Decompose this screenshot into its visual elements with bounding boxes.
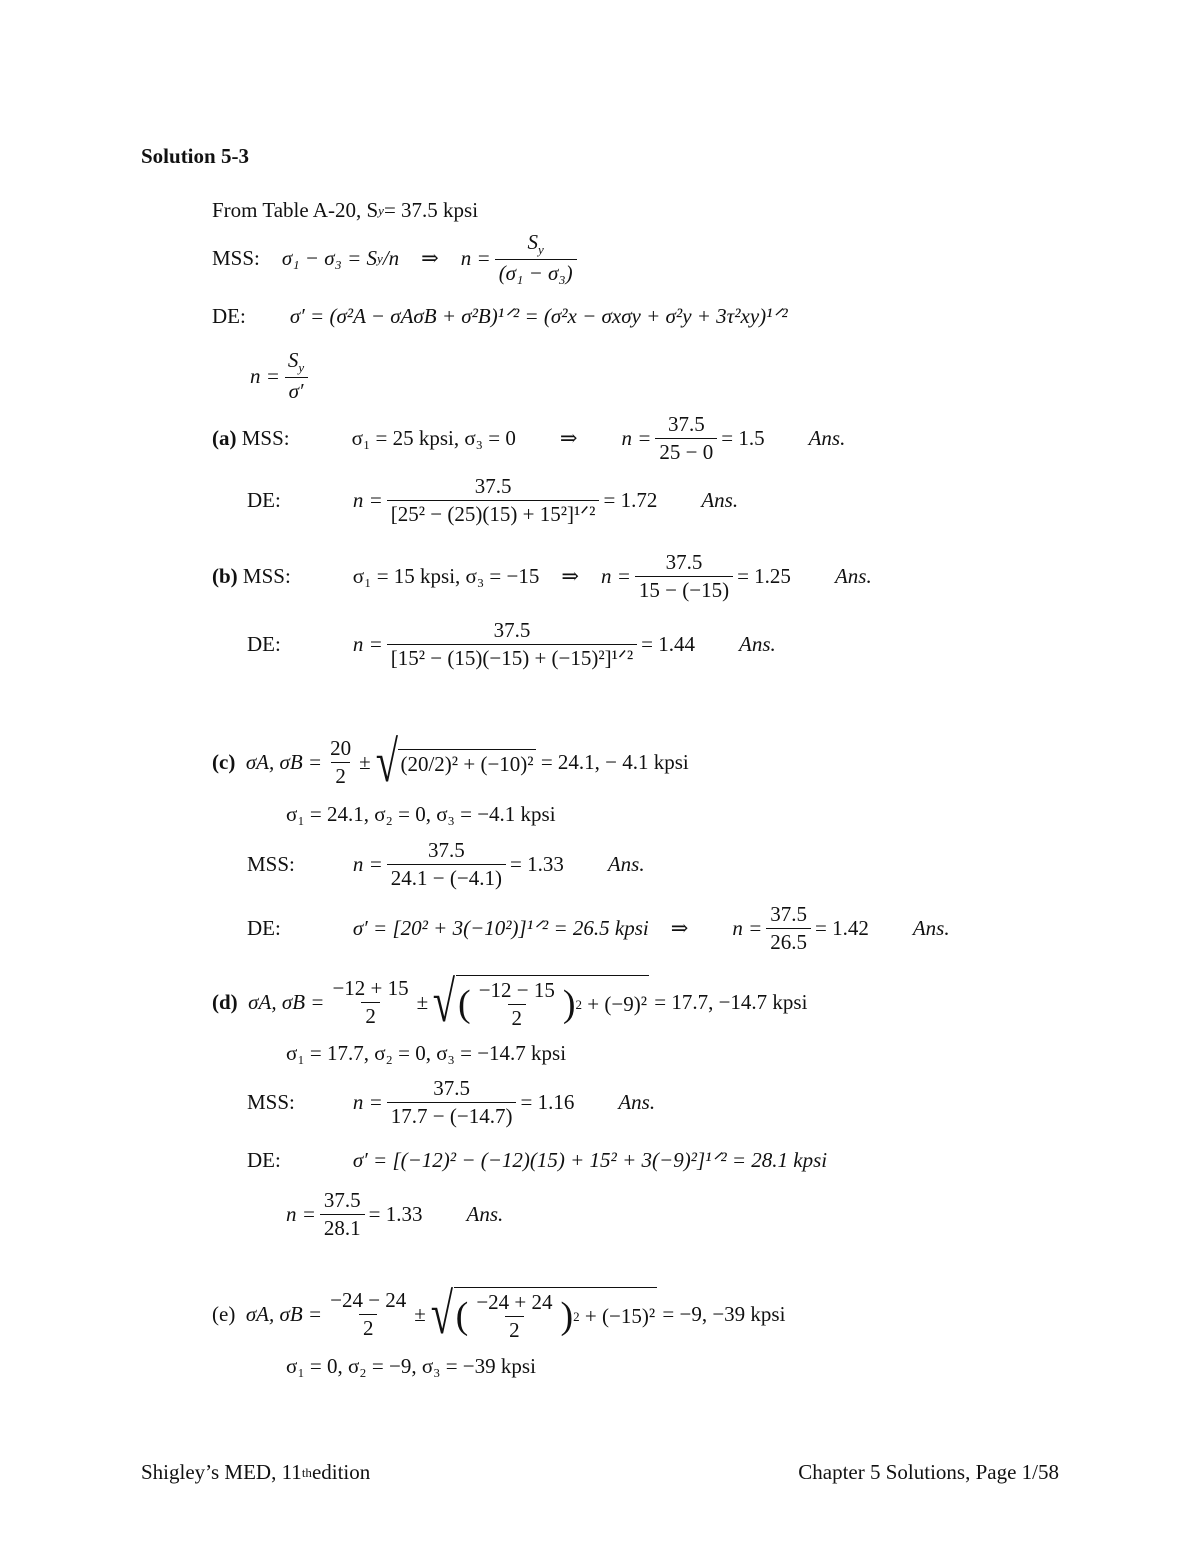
part-c-de-num: 37.5 bbox=[770, 901, 807, 926]
part-d-principals: σ₁ = 17.7, σ₂ = 0, σ₃ = −14.7 kpsi bbox=[286, 1041, 567, 1065]
part-a-n-equals: n = bbox=[621, 425, 652, 450]
n-equals: n = bbox=[460, 245, 491, 270]
part-e-root-body: ( $\frac{-24 + 24}{2}$ ) 2 + (−15)² bbox=[454, 1287, 657, 1341]
part-c-center-fraction bbox=[326, 735, 355, 788]
part-b-mss-den: 15 − (−15) bbox=[635, 576, 733, 601]
mss-equation-rest: /n bbox=[382, 245, 400, 270]
part-e-plus-minus: ± bbox=[414, 1301, 426, 1326]
part-d-de-label: DE: bbox=[247, 1148, 281, 1172]
part-d-plus-minus: ± bbox=[416, 989, 429, 1014]
part-b-mss-num: 37.5 bbox=[665, 549, 703, 574]
part-d-de-line bbox=[247, 1150, 827, 1171]
part-d-root-body: ( $\frac{-12 - 15}{2}$ ) 2 + (−9)² bbox=[456, 975, 649, 1029]
part-c-plus-minus: ± bbox=[359, 749, 371, 774]
part-e-root-num: −24 + 24 bbox=[476, 1290, 553, 1314]
part-e-principals: σ₁ = 0, σ₂ = −9, σ₃ = −39 kpsi bbox=[286, 1354, 536, 1378]
part-d-root-den: 2 bbox=[508, 1004, 527, 1029]
part-b-given: σ₁ = 15 kpsi, σ₃ = −15 bbox=[352, 563, 540, 588]
part-a-de-ans: Ans. bbox=[701, 487, 739, 512]
part-a-mss-ans: Ans. bbox=[808, 425, 846, 450]
part-d-mss-fraction bbox=[387, 1075, 517, 1128]
table-reference-text: From Table A-20, S bbox=[212, 198, 379, 222]
part-b-de-label: DE: bbox=[247, 631, 281, 656]
part-b-arrow: ⇒ bbox=[561, 563, 579, 588]
part-d-mss-label: MSS: bbox=[247, 1089, 295, 1114]
part-c-arrow: ⇒ bbox=[670, 915, 689, 940]
part-a-de-den: [25² − (25)(15) + 15²]¹ᐟ² bbox=[387, 500, 600, 525]
part-d-n-line bbox=[286, 1186, 503, 1242]
part-c-rhs: = 24.1, − 4.1 kpsi bbox=[540, 749, 689, 774]
part-c-mss-ans: Ans. bbox=[607, 851, 645, 876]
part-c-de-n-equals: n = bbox=[732, 915, 763, 940]
table-reference-rest: = 37.5 kpsi bbox=[383, 198, 479, 222]
part-c-mss-line bbox=[247, 836, 645, 892]
part-e-rhs: = −9, −39 kpsi bbox=[662, 1301, 786, 1326]
de-label: DE: bbox=[212, 304, 246, 328]
part-c-label: (c) bbox=[212, 749, 236, 774]
part-c-mss-fraction bbox=[387, 837, 506, 890]
part-d-label: (d) bbox=[212, 989, 238, 1014]
part-c-mss-result: = 1.33 bbox=[509, 851, 564, 876]
n-de-equals: n = bbox=[250, 363, 280, 388]
footer-left-text: Shigley’s MED, 11 bbox=[141, 1460, 302, 1484]
n-de-den: σ′ bbox=[285, 377, 308, 402]
part-d-mss-num: 37.5 bbox=[433, 1075, 471, 1100]
part-c-sqrt: √ (20/2)² + (−10)² bbox=[375, 728, 534, 794]
table-reference-line bbox=[212, 200, 478, 221]
mss-equation-sub: y bbox=[377, 250, 383, 266]
part-a-de-result: = 1.72 bbox=[603, 487, 658, 512]
part-d-de-result: = 1.33 bbox=[368, 1201, 423, 1226]
table-reference-sub: y bbox=[378, 203, 384, 218]
part-b-n-equals: n = bbox=[600, 563, 631, 588]
footer-left bbox=[141, 1462, 370, 1483]
part-a-de-line bbox=[247, 470, 738, 530]
part-d-de-equation: σ′ = [(−12)² − (−12)(15) + 15² + 3(−9)²]¹ᐟ² = 28.1 kpsi bbox=[352, 1148, 828, 1172]
part-a-mss-num: 37.5 bbox=[667, 411, 705, 436]
part-b-de-n-equals: n = bbox=[352, 631, 383, 656]
part-c-de-result: = 1.42 bbox=[814, 915, 869, 940]
part-d-center-den: 2 bbox=[361, 1002, 380, 1027]
part-d-mss-den: 17.7 − (−14.7) bbox=[387, 1102, 517, 1127]
part-b-de-num: 37.5 bbox=[493, 617, 531, 642]
part-e-center-den: 2 bbox=[359, 1314, 378, 1339]
part-c-mss-num: 37.5 bbox=[428, 837, 465, 862]
n-de-line bbox=[250, 348, 312, 404]
mss-num-text: S bbox=[527, 230, 539, 254]
part-b-mss-label: MSS: bbox=[242, 563, 291, 588]
part-e-root-den: 2 bbox=[505, 1316, 524, 1341]
de-equation: σ′ = (σ²A − σAσB + σ²B)¹ᐟ² = (σ²x − σxσy + σ²y + 3τ²xy)¹ᐟ² bbox=[289, 304, 788, 328]
part-d-center-fraction bbox=[328, 975, 412, 1028]
footer-right: Chapter 5 Solutions, Page 1/58 bbox=[798, 1460, 1059, 1484]
part-d-de-ans: Ans. bbox=[466, 1201, 504, 1226]
part-c-n-equals: n = bbox=[352, 851, 383, 876]
part-c-principals: σ₁ = 24.1, σ₂ = 0, σ₃ = −4.1 kpsi bbox=[286, 802, 556, 826]
implies-arrow: ⇒ bbox=[421, 245, 439, 270]
part-c-mss-den: 24.1 − (−4.1) bbox=[387, 864, 506, 889]
n-de-num-text: S bbox=[287, 348, 299, 372]
part-a-de-label: DE: bbox=[247, 487, 281, 512]
part-b-de-fraction bbox=[387, 617, 637, 670]
part-a-mss-result: = 1.5 bbox=[721, 425, 765, 450]
part-c-de-line bbox=[247, 900, 950, 956]
part-c-de-equation: σ′ = [20² + 3(−10²)]¹ᐟ² = 26.5 kpsi bbox=[352, 915, 649, 940]
n-de-num bbox=[284, 350, 308, 377]
part-d-root-num: −12 − 15 bbox=[478, 978, 555, 1002]
footer-left-sup: th bbox=[301, 1465, 312, 1480]
part-c-center-num: 20 bbox=[330, 735, 352, 760]
part-b-de-result: = 1.44 bbox=[641, 631, 695, 656]
part-d-mss-line bbox=[247, 1074, 655, 1130]
part-b-mss-ans: Ans. bbox=[834, 563, 872, 588]
part-a-de-num: 37.5 bbox=[474, 473, 512, 498]
mss-intro-line bbox=[212, 230, 581, 286]
part-d-de-n-equals: n = bbox=[286, 1201, 316, 1226]
part-c-mss-label: MSS: bbox=[247, 851, 295, 876]
mss-label: MSS: bbox=[212, 245, 260, 270]
part-d-de-num: 37.5 bbox=[323, 1187, 361, 1212]
part-d-root-rest: + (−9)² bbox=[587, 992, 647, 1016]
part-a-label: (a) bbox=[212, 425, 237, 450]
part-e-label: (e) bbox=[212, 1301, 236, 1326]
part-b-mss-fraction bbox=[635, 549, 733, 602]
part-d-center-num: −12 + 15 bbox=[332, 975, 409, 1000]
part-e-lhs: σA, σB = bbox=[245, 1301, 323, 1326]
part-c-principal-line bbox=[212, 726, 689, 798]
part-b-mss-result: = 1.25 bbox=[737, 563, 791, 588]
part-b-mss-line bbox=[212, 548, 872, 604]
part-d-rhs: = 17.7, −14.7 kpsi bbox=[654, 989, 808, 1014]
part-a-mss-fraction bbox=[655, 411, 717, 464]
part-b-label: (b) bbox=[212, 563, 238, 588]
n-de-fraction bbox=[284, 350, 308, 402]
part-a-arrow: ⇒ bbox=[559, 425, 578, 450]
part-c-de-den: 26.5 bbox=[766, 928, 811, 953]
de-intro-line bbox=[212, 306, 788, 327]
mss-fraction bbox=[495, 232, 577, 284]
part-d-mss-result: = 1.16 bbox=[520, 1089, 575, 1114]
part-c-de-ans: Ans. bbox=[912, 915, 950, 940]
part-e-center-fraction bbox=[326, 1287, 410, 1340]
part-c-center-den: 2 bbox=[331, 762, 350, 787]
mss-num-sub: y bbox=[538, 242, 544, 257]
part-e-root-rest: + (−15)² bbox=[584, 1304, 656, 1328]
mss-fraction-num bbox=[524, 232, 548, 259]
part-a-mss-line bbox=[212, 410, 845, 466]
part-a-given: σ₁ = 25 kpsi, σ₃ = 0 bbox=[351, 425, 516, 450]
part-a-de-fraction bbox=[387, 473, 600, 526]
part-d-sqrt: √ ( $\frac{-12 - 15}{2}$ ) 2 + (−9)² bbox=[432, 968, 647, 1034]
part-b-de-line bbox=[247, 612, 776, 676]
part-d-mss-ans: Ans. bbox=[618, 1089, 656, 1114]
part-c-de-label: DE: bbox=[247, 915, 281, 940]
part-d-de-den: 28.1 bbox=[320, 1214, 365, 1239]
part-e-principal-line bbox=[212, 1276, 785, 1352]
mss-equation: σ₁ − σ₃ = S bbox=[281, 245, 378, 270]
part-c-lhs: σA, σB = bbox=[245, 749, 323, 774]
part-d-n-equals: n = bbox=[352, 1089, 383, 1114]
part-c-de-fraction bbox=[766, 901, 811, 954]
part-e-center-num: −24 − 24 bbox=[330, 1287, 407, 1312]
solution-title: Solution 5-3 bbox=[141, 144, 249, 168]
part-d-principal-line bbox=[212, 964, 807, 1040]
part-d-lhs: σA, σB = bbox=[248, 989, 325, 1014]
footer-left-post: edition bbox=[311, 1460, 371, 1484]
part-a-mss-den: 25 − 0 bbox=[655, 438, 717, 463]
part-c-root-inner: (20/2)² + (−10)² bbox=[398, 749, 535, 775]
mss-fraction-den: (σ₁ − σ₃) bbox=[495, 259, 577, 284]
part-e-sqrt: √ ( $\frac{-24 + 24}{2}$ ) 2 + (−15)² bbox=[430, 1280, 656, 1346]
part-b-de-ans: Ans. bbox=[739, 631, 776, 656]
part-d-de-fraction bbox=[320, 1187, 365, 1240]
part-e-root-fraction bbox=[472, 1292, 556, 1341]
part-a-mss-label: MSS: bbox=[241, 425, 290, 450]
part-a-de-n-equals: n = bbox=[352, 487, 383, 512]
n-de-num-sub: y bbox=[298, 360, 305, 375]
part-b-de-den: [15² − (15)(−15) + (−15)²]¹ᐟ² bbox=[387, 644, 637, 669]
part-d-root-fraction bbox=[475, 980, 559, 1029]
